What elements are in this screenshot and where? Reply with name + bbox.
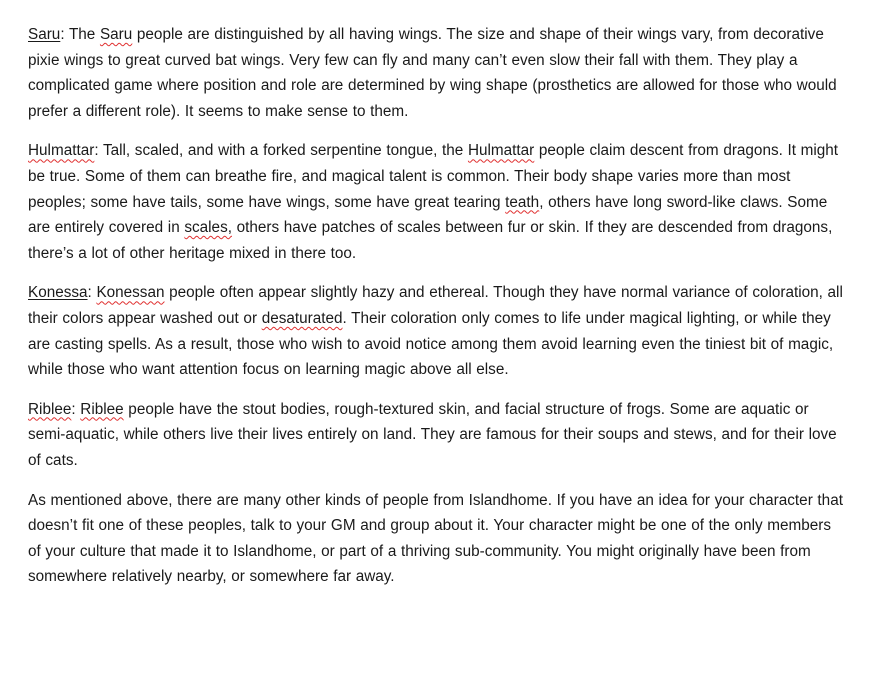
spellcheck-word: Saru	[99, 26, 133, 43]
text-segment: , others have long sword-like claws. Some are entirely covered in	[28, 193, 828, 237]
term-colon: :	[87, 284, 92, 302]
document-body	[28, 22, 848, 604]
term-colon: :	[60, 26, 65, 43]
paragraph-text	[28, 26, 837, 120]
spellcheck-word: teath	[505, 193, 540, 211]
paragraph-riblee	[28, 397, 848, 474]
paragraph-hulmattar	[28, 138, 848, 266]
text-segment: . Their coloration only comes to life under magical lighting, or while they are casting spells. As a result, those who wish to avoid notice among them avoid learning even the tiniest bit of magic, while those who want attention focus on learning magic above all else.	[28, 309, 834, 379]
term-riblee: Riblee	[28, 400, 72, 418]
spellcheck-word: Riblee	[80, 400, 124, 418]
paragraph-text: As mentioned above, there are many other kinds of people from Islandhome. If you have an idea for your character that doesn’t fit one of these peoples, talk to your GM and group about it. Your character might be one of the only members of your culture that made it to Islandhome, or part of a thriving sub-community. You might originally have been from somewhere relatively nearby, or somewhere far away.	[28, 491, 843, 586]
paragraph-saru	[28, 22, 848, 124]
text-segment: people are distinguished by all having wings. The size and shape of their wings vary, from decorative pixie wings to great curved bat wings. Very few can fly and many can’t even slow their fall with them. They play a complicated game where position and role are determined by wing shape (prosthetics are allowed for those who would prefer a different role). It seems to make sense to them.	[28, 26, 837, 120]
term-konessa: Konessa	[28, 284, 88, 302]
paragraph-text	[28, 401, 837, 469]
text-segment: people have the stout bodies, rough-textured skin, and facial structure of frogs. Some are aquatic or semi-aquatic, while others live their lives entirely on land. They are famous for their soups and stews, and for their love of cats.	[28, 400, 837, 469]
spellcheck-word: desaturated	[261, 309, 343, 327]
spellcheck-word: scales,	[184, 219, 232, 237]
paragraph-konessa	[28, 280, 848, 382]
spellcheck-word: Konessan	[96, 284, 165, 302]
paragraph-text	[28, 284, 843, 378]
term-colon: :	[71, 400, 76, 418]
paragraph-closing	[28, 488, 848, 590]
term-hulmattar: Hulmattar	[28, 142, 95, 160]
paragraph-text	[28, 142, 838, 261]
text-segment: The	[68, 26, 100, 43]
text-segment: others have patches of scales between fur or skin. If they are descended from dragons, there’s a lot of other heritage mixed in there too.	[28, 219, 833, 262]
text-segment: people often appear slightly hazy and ethereal. Though they have normal variance of coloration, all their colors appear washed out or	[28, 284, 843, 327]
text-segment: Tall, scaled, and with a forked serpentine tongue, the	[102, 142, 468, 160]
text-segment: people claim descent from dragons. It might be true. Some of them can breathe fire, and magical talent is common. Their body shape varies more than most peoples; some have tails, some have wings, some have great tearing	[28, 142, 839, 211]
spellcheck-word: Hulmattar	[467, 142, 535, 160]
term-colon: :	[94, 142, 99, 160]
term-saru: Saru	[28, 26, 61, 43]
